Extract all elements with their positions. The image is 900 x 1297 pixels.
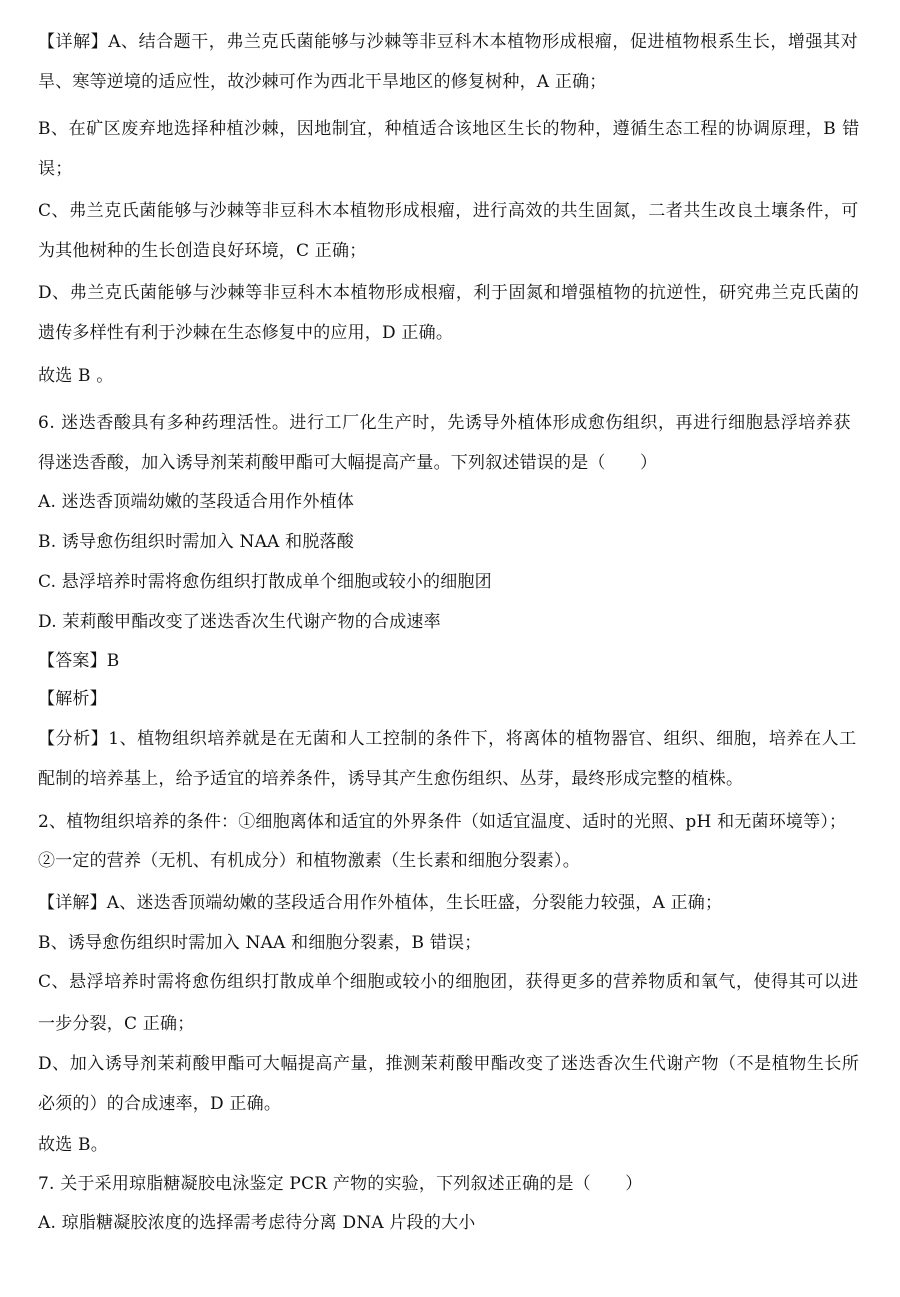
question-7-option-a: A. 琼脂糖凝胶浓度的选择需考虑待分离 DNA 片段的大小: [38, 1213, 476, 1233]
explanation-5-conclusion: 故选 B 。: [38, 366, 114, 386]
explanation-5-detail-a-line-2: 旱、寒等逆境的适应性，故沙棘可作为西北干旱地区的修复树种，A 正确；: [38, 72, 607, 92]
question-6-option-a: A. 迷迭香顶端幼嫩的茎段适合用作外植体: [38, 492, 355, 512]
question-6-detail-a: 【详解】A、迷迭香顶端幼嫩的茎段适合用作外植体，生长旺盛，分裂能力较强，A 正确；: [38, 893, 723, 913]
question-6-detail-c-line-2: 一步分裂，C 正确；: [38, 1014, 195, 1034]
question-6-detail-d-line-1: D、加入诱导剂茉莉酸甲酯可大幅提高产量，推测茉莉酸甲酯改变了迷迭香次生代谢产物（不是植物生长所: [38, 1054, 860, 1074]
question-6-analysis-point-2-line-2: ②一定的营养（无机、有机成分）和植物激素（生长素和细胞分裂素）。: [38, 851, 580, 871]
question-6-detail-d-line-2: 必须的）的合成速率，D 正确。: [38, 1094, 282, 1114]
explanation-5-detail-d-line-1: D、弗兰克氏菌能够与沙棘等非豆科木本植物形成根瘤，利于固氮和增强植物的抗逆性，研究弗兰克氏菌的: [38, 283, 860, 303]
explanation-5-detail-c-line-2: 为其他树种的生长创造良好环境，C 正确；: [38, 241, 367, 261]
explanation-5-detail-d-line-2: 遗传多样性有利于沙棘在生态修复中的应用，D 正确。: [38, 323, 454, 343]
question-6-analysis-point-2-line-1: 2、植物组织培养的条件：①细胞离体和适宜的外界条件（如适宜温度、适时的光照、pH 和无菌环境等）；: [38, 812, 847, 832]
question-6-option-d: D. 茉莉酸甲酯改变了迷迭香次生代谢产物的合成速率: [38, 612, 441, 632]
question-6-answer: 【答案】B: [38, 651, 120, 671]
question-6-stem-line-2: 得迷迭香酸，加入诱导剂茉莉酸甲酯可大幅提高产量。下列叙述错误的是（ ）: [38, 453, 658, 473]
question-6-analysis-point-1-line-2: 配制的培养基上，给予适宜的培养条件，诱导其产生愈伤组织、丛芽，最终形成完整的植株。: [38, 769, 744, 789]
explanation-5-detail-a-line-1: 【详解】A、结合题干，弗兰克氏菌能够与沙棘等非豆科木本植物形成根瘤，促进植物根系生长，增强其对: [38, 32, 859, 52]
question-6-option-b: B. 诱导愈伤组织时需加入 NAA 和脱落酸: [38, 532, 354, 552]
question-6-analysis-point-1-line-1: 【分析】1、植物组织培养就是在无菌和人工控制的条件下，将离体的植物器官、组织、细胞，培养在人工: [38, 729, 857, 749]
question-6-analysis-heading: 【解析】: [38, 689, 107, 709]
question-6-stem-line-1: 6. 迷迭香酸具有多种药理活性。进行工厂化生产时，先诱导外植体形成愈伤组织，再进行细胞悬浮培养获: [38, 413, 852, 433]
question-6-detail-b: B、诱导愈伤组织时需加入 NAA 和细胞分裂素，B 错误；: [38, 933, 482, 953]
question-6-option-c: C. 悬浮培养时需将愈伤组织打散成单个细胞或较小的细胞团: [38, 572, 492, 592]
explanation-5-detail-b-line-2: 误；: [38, 159, 73, 179]
explanation-5-detail-b-line-1: B、在矿区废弃地选择种植沙棘，因地制宜，种植适合该地区生长的物种，遵循生态工程的协调原理，B 错: [38, 119, 860, 139]
question-6-conclusion: 故选 B。: [38, 1135, 108, 1155]
question-6-detail-c-line-1: C、悬浮培养时需将愈伤组织打散成单个细胞或较小的细胞团，获得更多的营养物质和氧气，使得其可以进: [38, 972, 859, 992]
explanation-5-detail-c-line-1: C、弗兰克氏菌能够与沙棘等非豆科木本植物形成根瘤，进行高效的共生固氮，二者共生改良土壤条件，可: [38, 201, 859, 221]
question-7-stem: 7. 关于采用琼脂糖凝胶电泳鉴定 PCR 产物的实验，下列叙述正确的是（ ）: [38, 1174, 643, 1194]
